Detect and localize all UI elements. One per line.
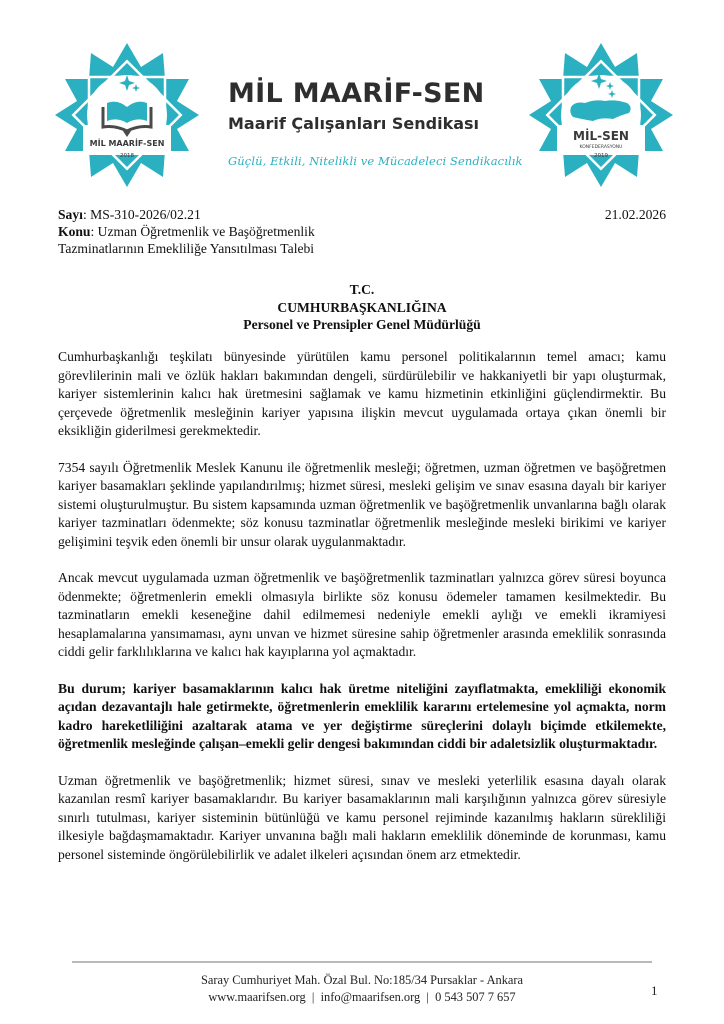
document-meta bbox=[58, 206, 315, 257]
letter-body bbox=[58, 348, 666, 882]
subject bbox=[58, 223, 315, 240]
svg-text:2018: 2018 bbox=[120, 153, 134, 159]
subject-label: Konu bbox=[58, 224, 91, 239]
svg-text:MİL MAARİF-SEN: MİL MAARİF-SEN bbox=[89, 139, 165, 148]
footer bbox=[0, 972, 724, 1006]
document-date: 21.02.2026 bbox=[604, 207, 666, 222]
svg-text:MİL-SEN: MİL-SEN bbox=[573, 129, 629, 143]
body-paragraph-5: Uzman öğretmenlik ve başöğretmenlik; hizmet süresi, sınav ve mesleki yeterlilik esasına dayalı olarak kazanılan resmî kariyer basamaklarıdır. Bu kariyer basamaklarının mali karşılığının yalnızca görev süresiyle sınırlı tutulması, kariyer sisteminin bütünlüğü ve kamu personel rejiminde kazanılmış hakların sürekliliği ilkesiyle bağdaşmamaktadır. Kariyer unvanına bağlı mali hakların emeklilik döneminde de korunması, kamu personel sisteminde öngörülebilirlik ve adalet ilkeleri açısından önem arz etmektedir. bbox=[58, 772, 666, 862]
body-paragraph-2: 7354 sayılı Öğretmenlik Meslek Kanunu ile öğretmenlik mesleği; öğretmen, uzman öğretmen ve başöğretmen kariyer basamakları şeklinde yapılandırılmış; hizmet süresi, mesleki gelişim ve sınav esasına dayalı bir kariyer sistemi oluşturulmuştur. Bu sistem kapsamında uzman öğretmenlik ve başöğretmenlik unvanlarına bağlı olarak kariyer tazminatları ödenmekte; söz konusu tazminatlar öğretmenlik mesleğinde mesleki birikimi ve kariyer gelişimini teşvik eden önemli bir unsur olarak uygulanmaktadır. bbox=[58, 459, 666, 549]
addressee-block bbox=[0, 281, 724, 334]
addressee-line-3: Personel ve Prensipler Genel Müdürlüğü bbox=[243, 317, 481, 332]
reference-value: : MS-310-2026/02.21 bbox=[82, 207, 201, 222]
body-paragraph-4-emphasis: Bu durum; kariyer basamaklarının kalıcı hak üretme niteliğini zayıflatmakta, emekliliği ekonomik açıdan dezavantajlı hale getirmekte, öğretmenlerin emeklilik kararını ertelemesine yol açmakta, norm kadro hareketliliğini azaltarak atama ve yer değiştirme süreçlerini dolaylı biçimde etkilemekte, öğretmenlik mesleğinde çalışan–emekli gelir dengesi bakımından ciddi bir adaletsizlik oluşturmaktadır. bbox=[58, 680, 666, 751]
page-number: 1 bbox=[651, 983, 658, 998]
brand-block bbox=[228, 78, 523, 168]
turkey-map-stars-icon bbox=[526, 40, 676, 190]
mil-sen-logo bbox=[526, 40, 676, 190]
footer-address: Saray Cumhuriyet Mah. Özal Bul. No:185/34 Pursaklar - Ankara bbox=[200, 973, 524, 987]
addressee-line-2: CUMHURBAŞKANLIĞINA bbox=[277, 299, 447, 315]
body-paragraph-3: Ancak mevcut uygulamada uzman öğretmenlik ve başöğretmenlik tazminatları yalnızca görev süresi boyunca ödenmekte; öğretmenlerin emekli olmasıyla birlikte söz konusu ödemeler tamamen kesilmektedir. Bu tazminatların emekli keseneğine dahil edilmemesi nedeniyle emekli aylığı ve emekli ikramiyesi hesaplamalarına yansımaması, aynı unvan ve hizmet süresine sahip öğretmenler arasında emeklilik sonrasında ciddi gelir farklılıklarına ve kalıcı hak kayıplarına yol açmaktadır. bbox=[58, 570, 666, 659]
brand-subtitle: Maarif Çalışanları Sendikası bbox=[228, 114, 480, 133]
mil-maarif-sen-logo bbox=[52, 40, 202, 190]
reference-label: Sayı bbox=[58, 207, 83, 222]
svg-text:2019: 2019 bbox=[594, 153, 608, 159]
footer-contact: www.maarifsen.org | info@maarifsen.org | 0 543 507 7 657 bbox=[208, 990, 516, 1004]
svg-text:KONFEDERASYONU: KONFEDERASYONU bbox=[579, 145, 623, 150]
body-paragraph-1: Cumhurbaşkanlığı teşkilatı bünyesinde yürütülen kamu personel politikalarının temel amacı; kamu görevlilerinin mali ve özlük hakları bakımından dengeli, sürdürülebilir ve hakkaniyetli bir yapı oluşturmak, kariyer sistemlerinin kalıcı hak üretmesini sağlamak ve kamu hizmetinin etkinliğini güçlendirmektir. Bu çerçevede öğretmenlik mesleğinin kariyer yapısına ilişkin mevcut uygulamada ortaya çıkan önemli bir eksikliğin giderilmesi gerekmektedir. bbox=[58, 349, 666, 438]
subject-value: : Uzman Öğretmenlik ve Başöğretmenlik bbox=[90, 224, 315, 239]
reference-number bbox=[58, 206, 315, 223]
brand-slogan: Güçlü, Etkili, Nitelikli ve Mücadeleci Sendikacılık bbox=[228, 154, 523, 168]
footer-divider bbox=[72, 961, 652, 963]
subject-continued: Tazminatlarının Emekliliğe Yansıtılması Talebi bbox=[58, 241, 315, 256]
brand-title: MİL MAARİF-SEN bbox=[228, 78, 485, 109]
addressee-line-1: T.C. bbox=[349, 282, 375, 297]
open-book-pen-stars-icon bbox=[52, 40, 202, 190]
